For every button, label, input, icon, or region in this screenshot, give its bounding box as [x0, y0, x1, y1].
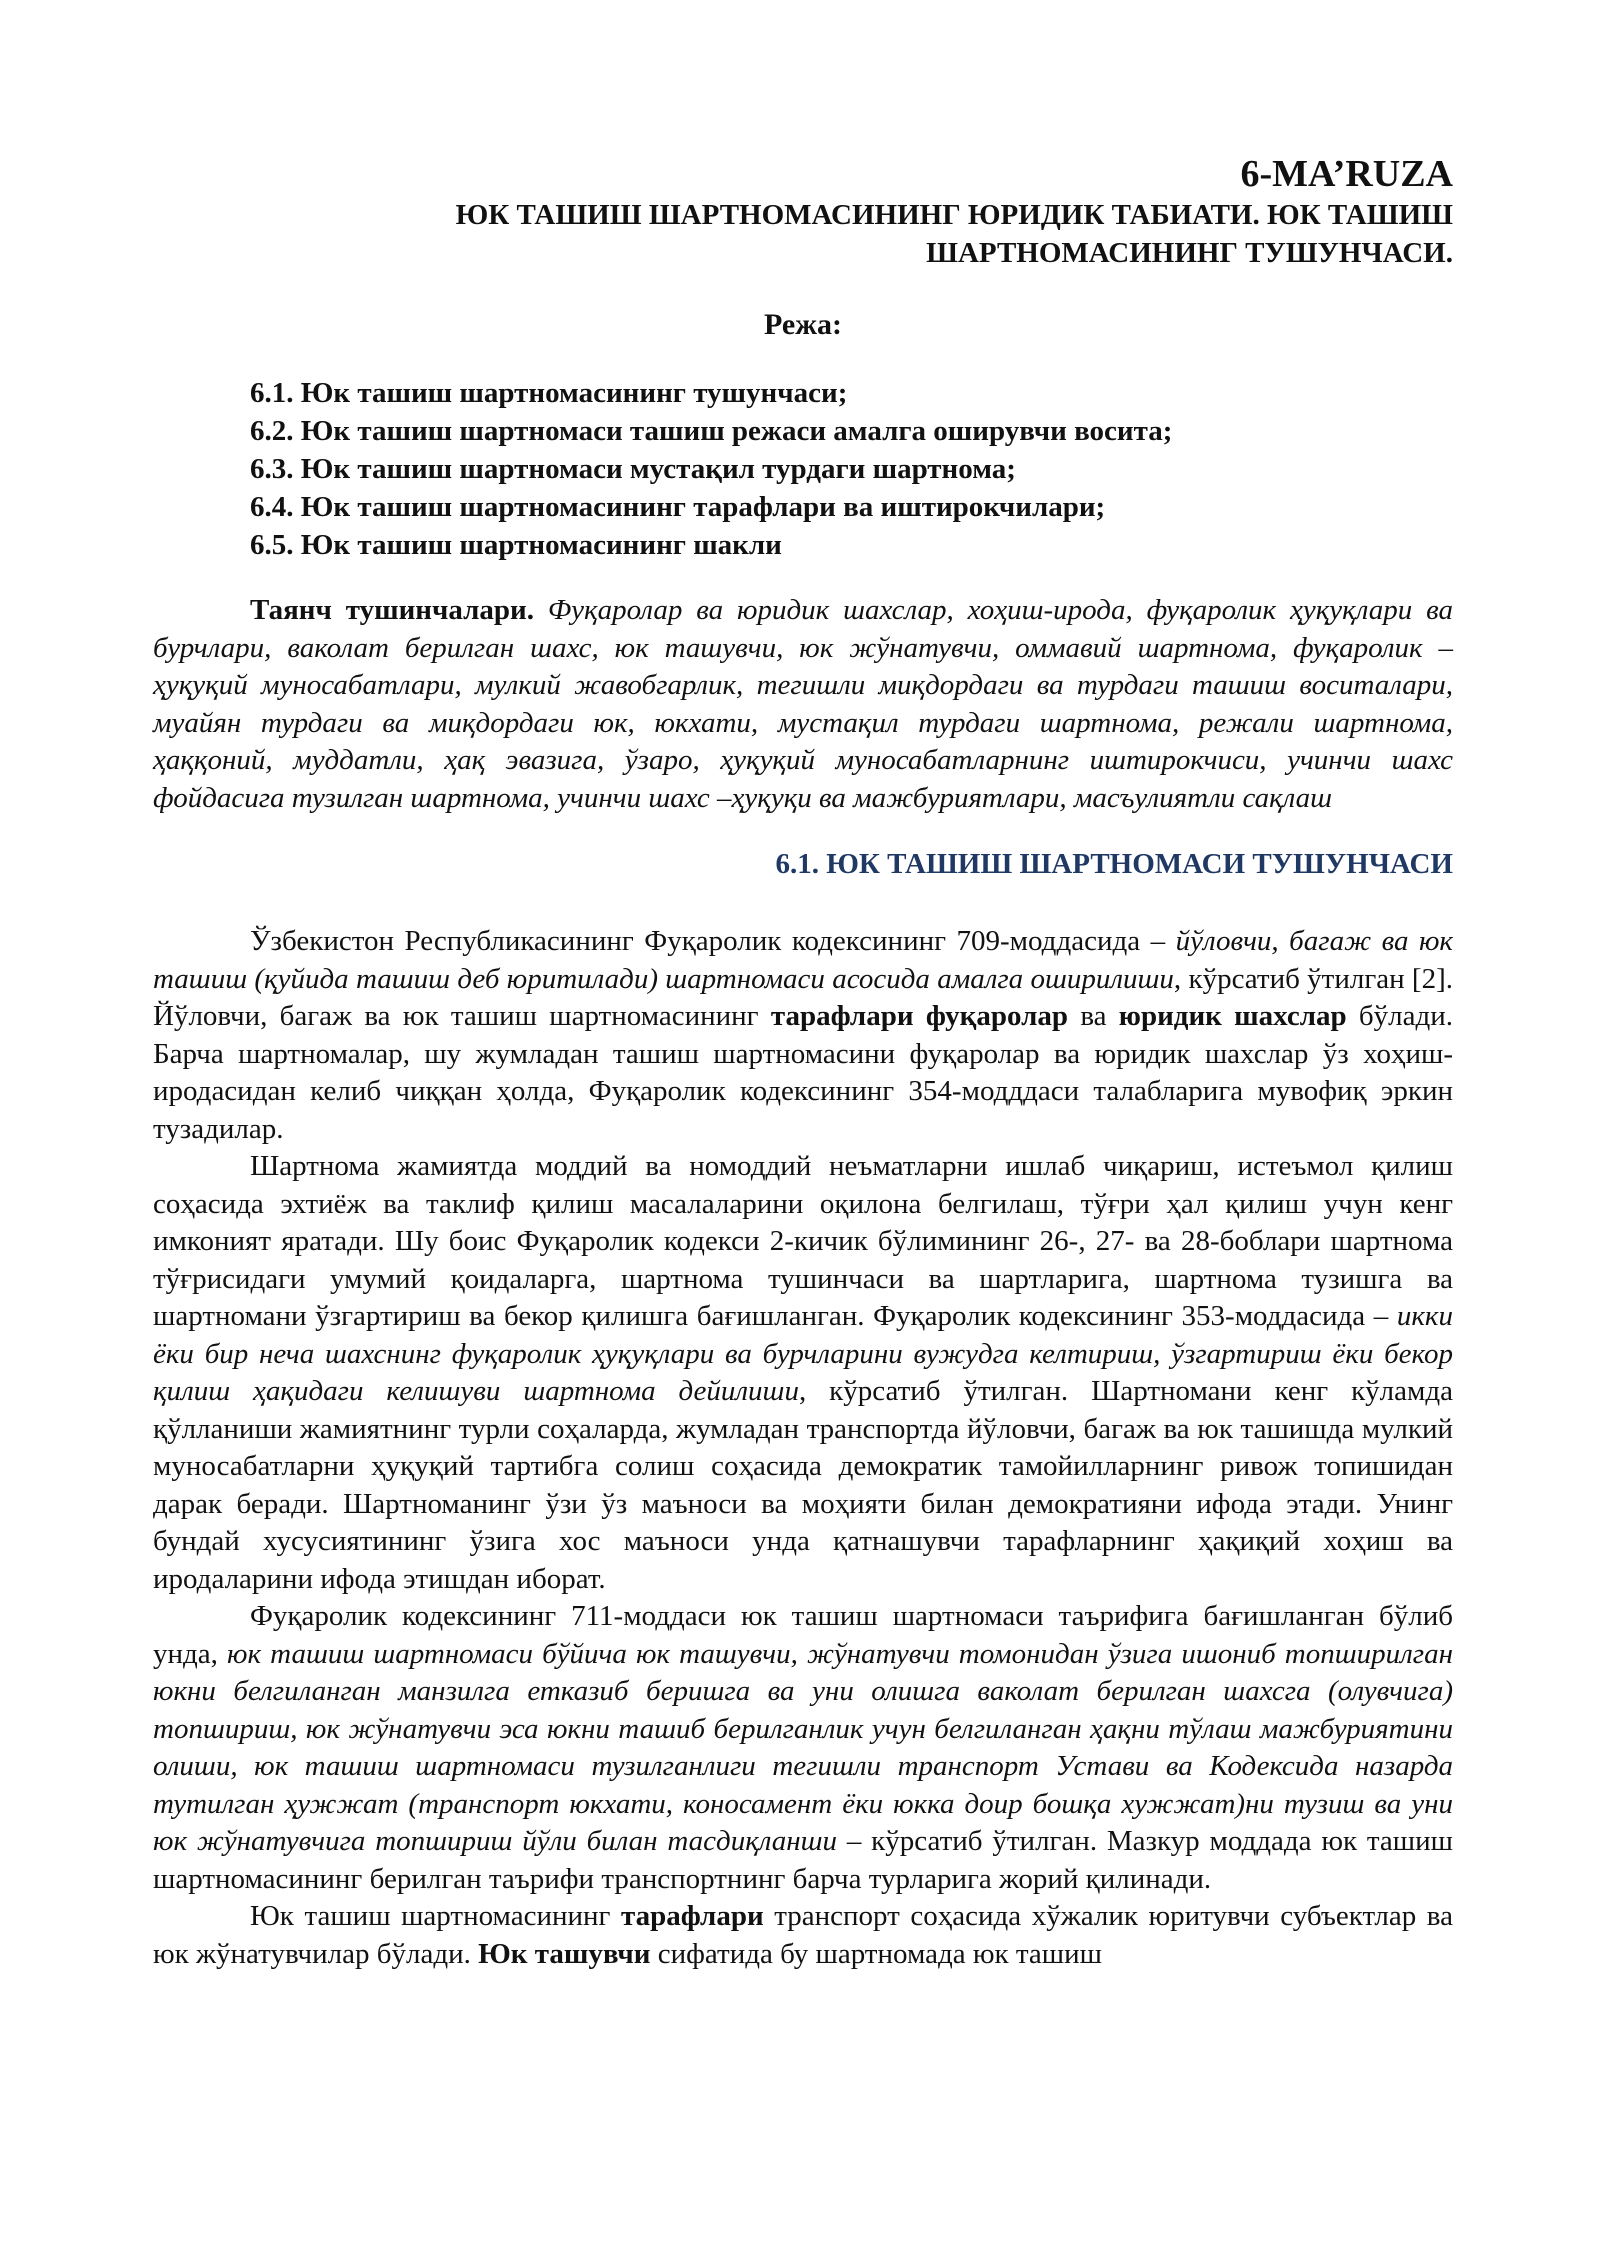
- keywords-paragraph: [153, 592, 1453, 817]
- keywords-label: Таянч тушинчалари.: [250, 594, 534, 626]
- lecture-title-line-1: ЮК ТАШИШ ШАРТНОМАСИНИНГ ЮРИДИК ТАБИАТИ. ЮК ТАШИШ: [455, 199, 1453, 231]
- text-run: , кўрсатиб ўтилган [2]. Йўловчи, багаж ва юк ташиш шартномасининг: [153, 962, 1453, 1032]
- bold-run: юридик шахслар: [1118, 1000, 1347, 1032]
- text-run: ва: [1068, 1000, 1119, 1032]
- lecture-title-line-2: ШАРТНОМАСИНИНГ ТУШУНЧАСИ.: [926, 237, 1453, 269]
- plan-item: 6.3. Юк ташиш шартномаси мустақил турдаги шартнома;: [250, 453, 1016, 485]
- page-content: [153, 152, 1453, 1973]
- text-run: , кўрсатиб ўтилган. Шартномани кенг кўламда қўлланиши жамиятнинг турли соҳаларда, жумладан транспортда йўловчи, багаж ва юк ташишда мулкий муносабатларни ҳуқуқий тартибга солиш соҳасида демократик тамойилларнинг ривож топишидан дарак беради. Шартноманинг ўзи ўз маъноси ва моҳияти билан демократияни ифода этади. Унинг бундай хусусиятининг ўзига хос маъноси унда қатнашувчи тарафларнинг ҳақиқий хоҳиш ва иродаларини ифода этишдан иборат.: [153, 1375, 1453, 1595]
- section-heading: 6.1. ЮК ТАШИШ ШАРТНОМАСИ ТУШУНЧАСИ: [775, 848, 1453, 880]
- plan-item: 6.2. Юк ташиш шартномаси ташиш режаси амалга оширувчи восита;: [250, 415, 1173, 447]
- plan-list: [153, 374, 1453, 564]
- body-paragraph-3: [153, 1598, 1453, 1898]
- bold-run: тарафлари: [620, 1900, 764, 1932]
- text-run: Ўзбекистон Республикасининг Фуқаролик кодексининг 709-моддасида –: [250, 925, 1176, 957]
- text-run: Юк ташиш шартномасининг: [250, 1900, 621, 1932]
- plan-item: 6.4. Юк ташиш шартномасининг тарафлари ва иштирокчилари;: [250, 491, 1106, 523]
- text-run: Фуқаролик кодексининг 711-моддаси юк ташиш шартномаси таърифига бағишланган бўлиб унда,: [153, 1600, 1453, 1670]
- body-paragraph-1: [153, 923, 1453, 1148]
- plan-title: Режа:: [764, 308, 842, 341]
- italic-run: йўловчи, багаж ва юк ташиш (қуйида ташиш деб юритилади) шартномаси асосида амалга оширилиши: [153, 925, 1453, 995]
- body-paragraph-2: [153, 1148, 1453, 1598]
- text-run: Шартнома жамиятда моддий ва номоддий неъматларни ишлаб чиқариш, истеъмол қилиш соҳасида эхтиёж ва таклиф қилиш масалаларини оқилона белгилаш, тўғри ҳал қилиш учун кенг имконият яратади. Шу боис Фуқаролик кодекси 2-кичик бўлимининг 26-, 27- ва 28-боблари шартнома тўғрисидаги умумий қоидаларга, шартнома тушинчаси ва шартларига, шартнома тузишга ва шартномани ўзгартириш ва бекор қилишга бағишланган. Фуқаролик кодексининг 353-моддасида –: [153, 1150, 1453, 1332]
- lecture-title: [153, 196, 1453, 272]
- italic-run: юк ташиш шартномаси бўйича юк ташувчи, жўнатувчи томонидан ўзига ишониб топширилган юкни белгиланган манзилга етказиб беришга ва уни олишга ваколат берилган шахсга (олувчига) топшириш, юк жўнатувчи эса юкни ташиб берилганлик учун белгиланган ҳақни тўлаш мажбуриятини олиши, юк ташиш шартномаси тузилганлиги тегишли транспорт Устави ва Кодексида назарда тутилган ҳужжат (транспорт юкхати, коносамент ёки юкка доир бошқа хужжат)ни тузиш ва уни юк жўнатувчига топшириш йўли билан тасдиқланши: [153, 1637, 1453, 1857]
- italic-run: икки ёки бир неча шахснинг фуқаролик ҳуқуқлари ва бурчларини вужудга келтириш, ўзгартириш ёки бекор қилиш ҳақидаги келишуви шартнома дейилиши: [153, 1300, 1453, 1407]
- bold-run: Юк ташувчи: [478, 1937, 651, 1970]
- body-paragraph-4: [153, 1898, 1453, 1973]
- lecture-number: 6-MA’RUZA: [1240, 153, 1453, 195]
- plan-item: 6.1. Юк ташиш шартномасининг тушунчаси;: [250, 377, 848, 409]
- keywords-text: Фуқаролар ва юридик шахслар, хоҳиш-ирода, фуқаролик ҳуқуқлари ва бурчлари, ваколат берилган шахс, юк ташувчи, юк жўнатувчи, оммавий шартнома, фуқаролик – ҳуқуқий муносабатлари, мулкий жавобгарлик, тегишли миқдордаги ва турдаги ташиш воситалари, муайян турдаги ва миқдордаги юк, юкхати, мустақил турдаги шартнома, режали шартнома, ҳаққоний, муддатли, ҳақ эвазига, ўзаро, ҳуқуқий муносабатларнинг иштирокчиси, учинчи шахс фойдасига тузилган шартнома, учинчи шахс –ҳуқуқи ва мажбуриятлари, масъулиятли сақлаш: [153, 594, 1453, 814]
- text-run: – кўрсатиб ўтилган. Мазкур моддада юк ташиш шартномасининг берилган таърифи транспортнинг барча турларига жорий қилинади.: [153, 1825, 1453, 1895]
- plan-item: 6.5. Юк ташиш шартномасининг шакли: [250, 529, 782, 561]
- bold-run: тарафлари фуқаролар: [770, 1000, 1069, 1032]
- text-run: транспорт соҳасида хўжалик юритувчи субъектлар ва юк жўнатувчилар бўлади.: [153, 1900, 1453, 1970]
- text-run: сифатида бу шартномада юк ташиш: [650, 1937, 1102, 1970]
- text-run: бўлади. Барча шартномалар, шу жумладан ташиш шартномасини фуқаролар ва юридик шахслар ўз хоҳиш-иродасидан келиб чиққан ҳолда, Фуқаролик кодексининг 354-модддаси талабларига мувофиқ эркин тузадилар.: [153, 1000, 1454, 1145]
